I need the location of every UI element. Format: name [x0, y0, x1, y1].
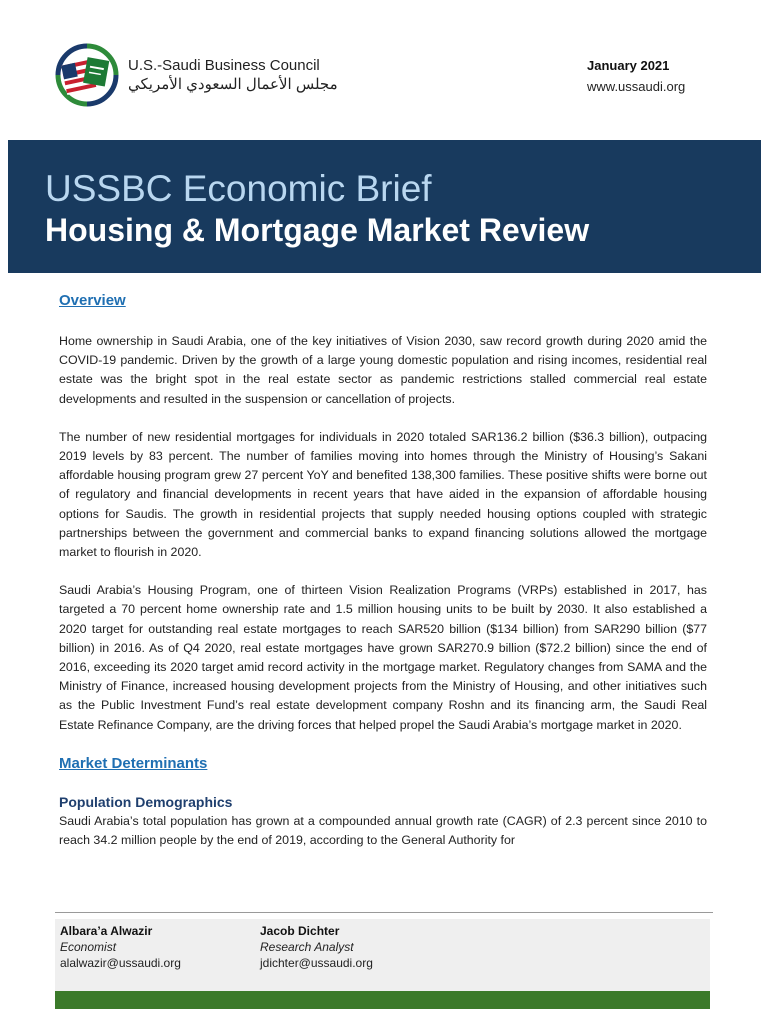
- population-paragraph: Saudi Arabia’s total population has grown at a compounded annual growth rate (CAGR) of 2.3 percent since 2010 to reach 34.2 million people by the end of 2019, according to the General Authority for: [59, 813, 707, 848]
- publication-date: January 2021: [587, 58, 670, 73]
- author-2: [260, 923, 373, 971]
- author-name: Albara’a Alwazir: [60, 924, 153, 938]
- overview-paragraph-1: Home ownership in Saudi Arabia, one of the key initiatives of Vision 2030, saw record growth during 2020 amid the COVID-19 pandemic. Driven by the growth of a large young domestic population and rising incomes, residential real estate was the bright spot in the real estate sector as pandemic restrictions stalled commercial real estate developments and resulted in the suspension or cancellation of projects.: [59, 334, 707, 406]
- footer-green-bar: [55, 991, 710, 1009]
- author-role: Economist: [60, 940, 117, 954]
- title-banner: [8, 140, 761, 273]
- population-demographics-heading: Population Demographics: [59, 793, 233, 810]
- ussbc-flags-logo-icon: [55, 43, 119, 107]
- org-name-english: U.S.-Saudi Business Council: [128, 57, 320, 74]
- org-name-arabic: مجلس الأعمال السعودي الأمريكي: [128, 76, 338, 93]
- page-header: [0, 0, 768, 140]
- brief-subtitle: Housing & Mortgage Market Review: [45, 212, 590, 248]
- author-email[interactable]: jdichter@ussaudi.org: [260, 956, 373, 970]
- overview-paragraph-2: The number of new residential mortgages for individuals in 2020 totaled SAR136.2 billion ($36.3 billion), outpacing 2019 levels by 83 percent. The number of families moving into homes through the Ministry of Housing’s Sakani affordable housing program grew 27 percent YoY and benefited 138,300 families. These positive shifts were borne out of regulatory and financial developments in recent years that have aided in the expansion of affordable housing options for Saudis. The growth in residential projects that supply needed housing options coupled with strategic partnerships between the government and commercial banks to expand financing solutions allowed the mortgage market to flourish in 2020.: [59, 429, 707, 560]
- main-content: [59, 292, 707, 850]
- brief-title: USSBC Economic Brief: [45, 168, 432, 209]
- author-email[interactable]: alalwazir@ussaudi.org: [60, 956, 181, 970]
- authors-footer: [55, 919, 710, 991]
- author-1: [60, 923, 181, 971]
- footer-divider: [55, 912, 713, 913]
- author-role: Research Analyst: [260, 940, 354, 954]
- overview-heading: Overview: [59, 292, 126, 309]
- overview-paragraph-3: Saudi Arabia’s Housing Program, one of thirteen Vision Realization Programs (VRPs) established in 2017, has targeted a 70 percent home ownership rate and 1.5 million housing units to be built by 2030. It also established a 2020 target for outstanding real estate mortgages to reach SAR520 billion ($134 billion) from SAR290 billion ($77 billion) in 2016. As of Q4 2020, real estate mortgages have grown SAR270.9 billion ($72.2 billion) since the end of 2016, exceeding its 2020 target amid record activity in the mortgage market. Regulatory changes from SAMA and the Ministry of Finance, increased housing development projects from the Ministry of Housing, and other initiatives such as the Public Investment Fund’s real estate development company Roshn and its financing arm, the Saudi Real Estate Refinance Company, are the driving forces that helped propel the Saudi Arabia’s mortgage market in 2020.: [59, 583, 707, 732]
- website-link[interactable]: www.ussaudi.org: [587, 79, 686, 94]
- author-name: Jacob Dichter: [260, 924, 340, 938]
- market-determinants-heading: Market Determinants: [59, 754, 208, 772]
